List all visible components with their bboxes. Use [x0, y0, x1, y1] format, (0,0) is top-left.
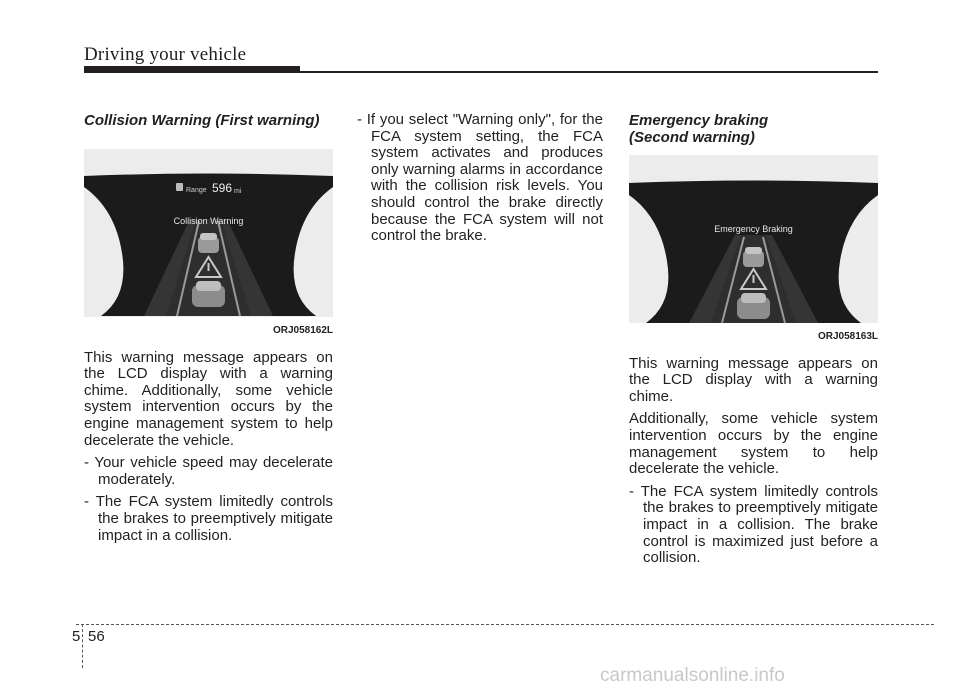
- section-heading-collision-warning: Collision Warning (First warning): [84, 112, 320, 129]
- footer-divider: [82, 624, 83, 668]
- range-unit: mi: [234, 188, 242, 195]
- cluster-figure-collision-warning: [84, 149, 333, 317]
- cluster-message-emergency-braking: Emergency Braking: [714, 224, 793, 234]
- figure-code: ORJ058163L: [817, 331, 878, 342]
- section-heading-emergency-braking-sub: (Second warning): [629, 129, 755, 146]
- header-rule: [300, 71, 878, 73]
- footer-rule: [76, 624, 934, 625]
- header-bar: [84, 66, 300, 73]
- cluster-message-collision-warning: Collision Warning: [173, 216, 244, 226]
- right-column: [629, 112, 878, 573]
- cluster-display-illustration: [84, 149, 333, 317]
- range-value: 596: [212, 181, 233, 195]
- middle-column: [357, 112, 603, 251]
- paragraph: Additionally, some vehicle system intervention occurs by the engine management system to help decelerate the vehicle.: [629, 410, 878, 478]
- cluster-display-illustration: [629, 155, 878, 323]
- figure-code: ORJ058162L: [272, 325, 333, 336]
- watermark: carmanualsonline.info: [600, 665, 785, 686]
- paragraph: This warning message appears on the LCD display with a warning chime. Additionally, some vehicle system intervention occurs by the engine management system to help decelerate the vehicle.: [84, 348, 333, 449]
- bullet-item: - If you select "Warning only", for the FCA system setting, the FCA system activates and produces only warning alarms in accordance with the collision risk levels. You should control the brake directly because the FCA system will not control the brake.: [357, 111, 603, 245]
- bullet-item: - The FCA system limitedly controls the brakes to preemptively mitigate impact in a collision.: [84, 493, 333, 544]
- section-heading-emergency-braking: Emergency braking: [629, 112, 769, 129]
- chapter-number: 5: [72, 628, 81, 645]
- range-label: Range: [186, 187, 207, 194]
- page-header-title: Driving your vehicle: [84, 44, 247, 65]
- left-column: [84, 112, 333, 550]
- page-number: 56: [88, 628, 105, 645]
- bullet-item: - Your vehicle speed may decelerate moderately.: [84, 454, 333, 488]
- paragraph: This warning message appears on the LCD display with a warning chime.: [629, 354, 878, 405]
- cluster-figure-emergency-braking: [629, 155, 878, 323]
- bullet-item: - The FCA system limitedly controls the brakes to preemptively mitigate impact in a collision. The brake control is maximized just before a collision.: [629, 482, 878, 567]
